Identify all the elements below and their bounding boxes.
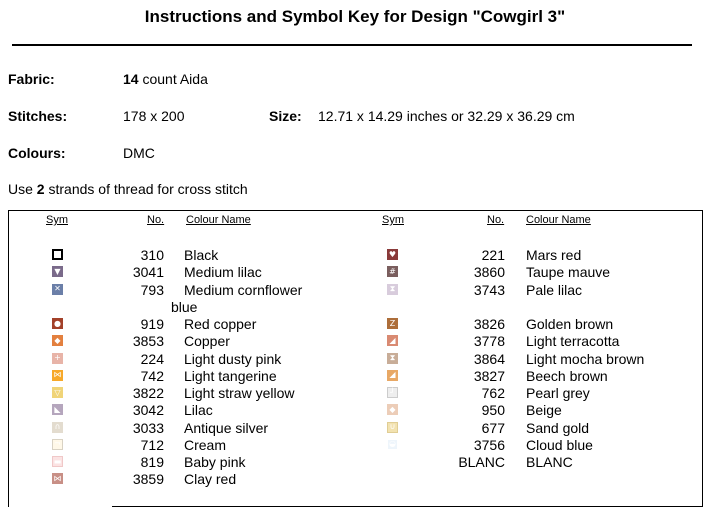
colours-label: Colours: bbox=[8, 145, 66, 161]
right-colour-number: 3864 bbox=[473, 350, 505, 367]
right-symbol-swatch: ∪ bbox=[387, 422, 398, 433]
right-colour-name: Beige bbox=[526, 402, 562, 419]
stitches-value: 178 x 200 bbox=[123, 108, 185, 124]
right-colour-number: 3860 bbox=[473, 264, 505, 281]
left-symbol-swatch: ⋈ bbox=[53, 370, 62, 380]
right-symbol-swatch: # bbox=[387, 266, 398, 277]
fabric-value bbox=[123, 71, 208, 87]
right-colour-number: 221 bbox=[481, 247, 505, 263]
right-colour-name: Mars red bbox=[526, 247, 582, 263]
left-colour-number: 224 bbox=[140, 350, 164, 367]
left-colour-name: Red copper bbox=[184, 316, 257, 332]
header-sym-left: Sym bbox=[46, 214, 68, 226]
right-colour-number: 950 bbox=[481, 402, 505, 419]
size-value: 12.71 x 14.29 inches or 32.29 x 36.29 cm bbox=[318, 108, 575, 124]
left-colour-name: Copper bbox=[184, 333, 230, 350]
left-symbol-swatch: ✕ bbox=[52, 284, 63, 295]
right-colour-number: 677 bbox=[481, 419, 505, 436]
strands-instruction bbox=[8, 181, 248, 197]
left-colour-name: Clay red bbox=[184, 471, 237, 488]
fabric-label: Fabric: bbox=[8, 71, 55, 87]
right-colour-name: Light terracotta bbox=[526, 333, 620, 350]
left-colour-number: 793 bbox=[140, 281, 164, 298]
left-symbol-swatch bbox=[52, 249, 63, 260]
left-colour-number: 742 bbox=[140, 367, 164, 384]
fabric-count: 14 bbox=[123, 71, 139, 87]
left-colour-number: 919 bbox=[140, 316, 164, 332]
right-symbol-swatch: ⧗ bbox=[387, 284, 398, 295]
left-colour-name: Light tangerine bbox=[184, 367, 277, 384]
header-name-left: Colour Name bbox=[186, 214, 251, 226]
left-symbol-swatch: ◆ bbox=[52, 335, 63, 346]
left-colour-number: 3822 bbox=[132, 385, 164, 401]
right-symbol-swatch: Z bbox=[387, 318, 398, 329]
page-title: Instructions and Symbol Key for Design "Cowgirl 3" bbox=[144, 7, 566, 26]
left-colour-number: 712 bbox=[140, 436, 164, 453]
left-colour-name: Lilac bbox=[184, 402, 213, 419]
left-symbol-swatch: ▬ bbox=[53, 456, 62, 466]
left-colour-name: Light straw yellow bbox=[184, 385, 295, 401]
left-colour-number: 3853 bbox=[132, 333, 164, 350]
left-colour-name: Baby pink bbox=[184, 454, 246, 470]
stitches-label: Stitches: bbox=[8, 108, 68, 124]
right-colour-name: Beech brown bbox=[526, 367, 608, 384]
size-label: Size: bbox=[269, 108, 302, 124]
header-name-right: Colour Name bbox=[526, 214, 591, 226]
header-no-left: No. bbox=[147, 214, 165, 226]
left-symbol-swatch: ⋈ bbox=[53, 473, 62, 483]
right-colour-name: Pearl grey bbox=[526, 385, 590, 401]
right-colour-name: Sand gold bbox=[526, 419, 590, 436]
right-colour-number: 3743 bbox=[473, 281, 505, 298]
left-colour-name: Cream bbox=[184, 436, 227, 453]
left-colour-name: Medium cornflower bbox=[184, 281, 303, 298]
left-symbol-swatch: + bbox=[52, 353, 63, 364]
left-symbol-swatch: ▼ bbox=[52, 266, 63, 277]
right-colour-number: 3826 bbox=[473, 316, 505, 332]
left-symbol-swatch: ¬ bbox=[52, 439, 63, 450]
left-symbol-swatch: ▽ bbox=[52, 387, 63, 398]
left-symbol-swatch: ∩ bbox=[52, 422, 63, 433]
left-colour-number: 3042 bbox=[132, 402, 164, 419]
right-colour-name: Cloud blue bbox=[526, 436, 593, 453]
right-symbol-swatch: ◢ bbox=[387, 335, 398, 346]
header-no-right: No. bbox=[487, 214, 505, 226]
right-colour-number: 762 bbox=[481, 385, 505, 401]
left-colour-name: Medium lilac bbox=[184, 264, 262, 281]
right-colour-number: BLANC bbox=[458, 454, 505, 470]
right-symbol-swatch: ⧗ bbox=[387, 353, 398, 364]
title-rule bbox=[12, 44, 692, 46]
right-colour-name: BLANC bbox=[526, 454, 573, 470]
left-symbol-swatch: ◣ bbox=[52, 404, 63, 415]
left-symbol-swatch: ● bbox=[52, 318, 63, 329]
fabric-type: count Aida bbox=[138, 71, 208, 87]
left-colour-name: Black bbox=[184, 247, 219, 263]
table-bottom-rule bbox=[112, 506, 702, 507]
left-colour-name-wrap: blue bbox=[171, 298, 198, 315]
right-symbol-swatch: ◆ bbox=[387, 404, 398, 415]
strands-post: strands of thread for cross stitch bbox=[44, 181, 248, 197]
right-symbol-swatch bbox=[387, 456, 398, 467]
right-colour-number: 3756 bbox=[473, 436, 505, 453]
left-colour-number: 819 bbox=[140, 454, 164, 470]
right-symbol-swatch: ◢ bbox=[387, 370, 398, 381]
right-symbol-swatch: ┘ bbox=[387, 387, 398, 398]
header-sym-right: Sym bbox=[382, 214, 404, 226]
right-symbol-swatch: ◒ bbox=[387, 439, 398, 450]
left-colour-number: 3041 bbox=[132, 264, 164, 281]
right-colour-number: 3778 bbox=[473, 333, 505, 350]
left-colour-name: Antique silver bbox=[184, 419, 269, 436]
left-colour-number: 3859 bbox=[132, 471, 164, 488]
left-colour-number: 310 bbox=[140, 247, 164, 263]
strands-pre: Use bbox=[8, 181, 37, 197]
right-colour-name: Pale lilac bbox=[526, 281, 583, 298]
left-colour-name: Light dusty pink bbox=[184, 350, 282, 367]
right-colour-name: Taupe mauve bbox=[526, 264, 611, 281]
colours-value: DMC bbox=[123, 145, 155, 161]
right-colour-name: Golden brown bbox=[526, 316, 614, 332]
left-colour-number: 3033 bbox=[132, 419, 164, 436]
strands-count: 2 bbox=[36, 181, 45, 197]
right-colour-name: Light mocha brown bbox=[526, 350, 645, 367]
right-symbol-swatch: ♥ bbox=[388, 249, 397, 259]
right-colour-number: 3827 bbox=[473, 367, 505, 384]
